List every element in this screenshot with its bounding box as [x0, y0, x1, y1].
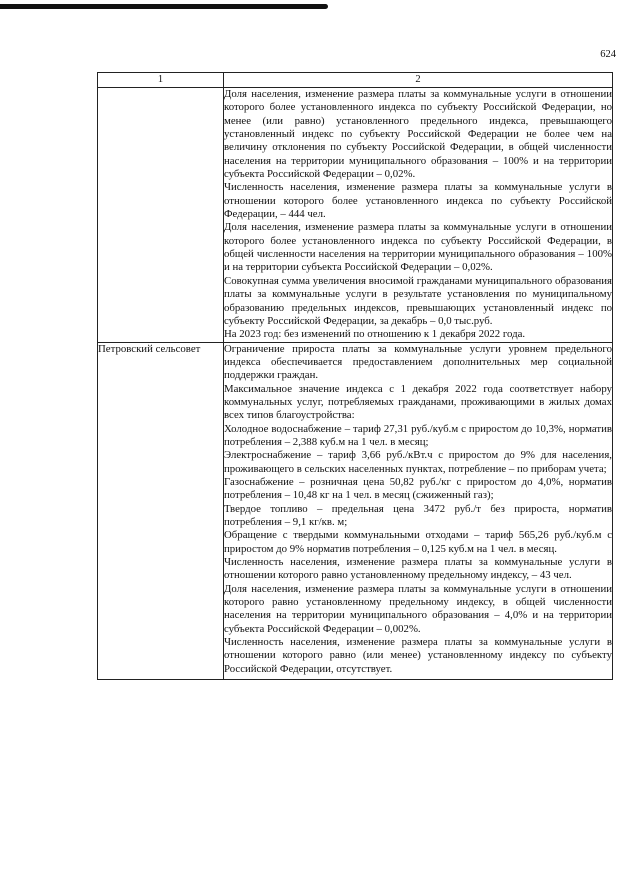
services-table — [97, 72, 613, 680]
paragraph: Твердое топливо – предельная цена 3472 руб./т без прироста, норматив потребления – 9,1 кг/кв. м; — [224, 502, 612, 528]
paragraph: Ограничение прироста платы за коммунальные услуги уровнем предельного индекса обеспечивается предоставлением дополнительных мер социальной поддержки граждан. — [224, 342, 612, 382]
page-number: 624 — [600, 49, 616, 60]
paragraph: Численность населения, изменение размера платы за коммунальные услуги в отношении которого равно (или менее) установленному индексу по субъекту Российской Федерации, отсутствует. — [224, 636, 612, 675]
paragraph: Доля населения, изменение размера платы за коммунальные услуги в отношении которого более установленного индекса по субъекту Российской Федерации, но менее (или равно) установленного предельного индекса, превышающего установленный индекс по субъекту Российской Федерации не более чем на величину отклонения по субъекту Российской Федерации, в общей численности населения на территории муниципального образования – 100% и на территории субъекта Российской Федерации – 0,02%. — [224, 88, 612, 181]
paragraph: Обращение с твердыми коммунальными отходами – тариф 565,26 руб./куб.м с приростом до 9% норматив потребления – 0,125 куб.м на 1 чел. в месяц. — [224, 529, 612, 555]
paragraph: Электроснабжение – тариф 3,66 руб./кВт.ч с приростом до 9% для населения, проживающего в сельских населенных пунктах, потребление – по приборам учета; — [224, 449, 612, 475]
paragraph: Численность населения, изменение размера платы за коммунальные услуги в отношении которого более установленного индекса по субъекту Российской Федерации, – 444 чел. — [224, 181, 612, 221]
table-row — [98, 88, 613, 343]
paragraph: Холодное водоснабжение – тариф 27,31 руб./куб.м с приростом до 10,3%, норматив потребления – 2,388 куб.м на 1 чел. в месяц; — [224, 422, 612, 448]
paragraph: Максимальное значение индекса с 1 декабря 2022 года соответствует набору коммунальных услуг, потребляемых гражданами, проживающими в жилых домах всех типов благоустройства: — [224, 382, 612, 422]
paragraph: Численность населения, изменение размера платы за коммунальные услуги в отношении которого равно установленному предельному индексу, – 43 чел. — [224, 556, 612, 582]
table-header-row — [98, 73, 613, 88]
column-header-1: 1 — [98, 73, 224, 88]
paragraph: Газоснабжение – розничная цена 50,82 руб./кг с приростом до 4,0%, норматив потребления – 10,48 кг на 1 чел. в месяц (сжиженный газ); — [224, 475, 612, 502]
municipality-name: Петровский сельсовет — [98, 342, 224, 680]
indicator-text — [224, 88, 613, 343]
table-row — [98, 342, 613, 680]
municipality-name — [98, 88, 224, 343]
paragraph: Доля населения, изменение размера платы за коммунальные услуги в отношении которого более установленного индекса по субъекту Российской Федерации, в общей численности населения на территории муниципального образования – 100% и на территории субъекта Российской Федерации – 0,02%. — [224, 221, 612, 274]
column-header-2: 2 — [224, 73, 613, 88]
paragraph: На 2023 год: без изменений по отношению к 1 декабря 2022 года. — [224, 328, 526, 341]
indicator-text — [224, 342, 613, 680]
scan-edge-mark — [0, 4, 328, 9]
paragraph: Совокупная сумма увеличения вносимой гражданами муниципального образования платы за коммунальные услуги в результате установления по муниципальному образованию предельных индексов, превышающих установленный индекс по субъекту Российской Федерации, за декабрь – 0,0 тыс.руб. — [224, 274, 612, 327]
paragraph: Доля населения, изменение размера платы за коммунальные услуги в отношении которого равно установленному предельному индексу, в общей численности населения на территории муниципального образования – 4,0% и на территории субъекта Российской Федерации – 0,002%. — [224, 582, 612, 635]
